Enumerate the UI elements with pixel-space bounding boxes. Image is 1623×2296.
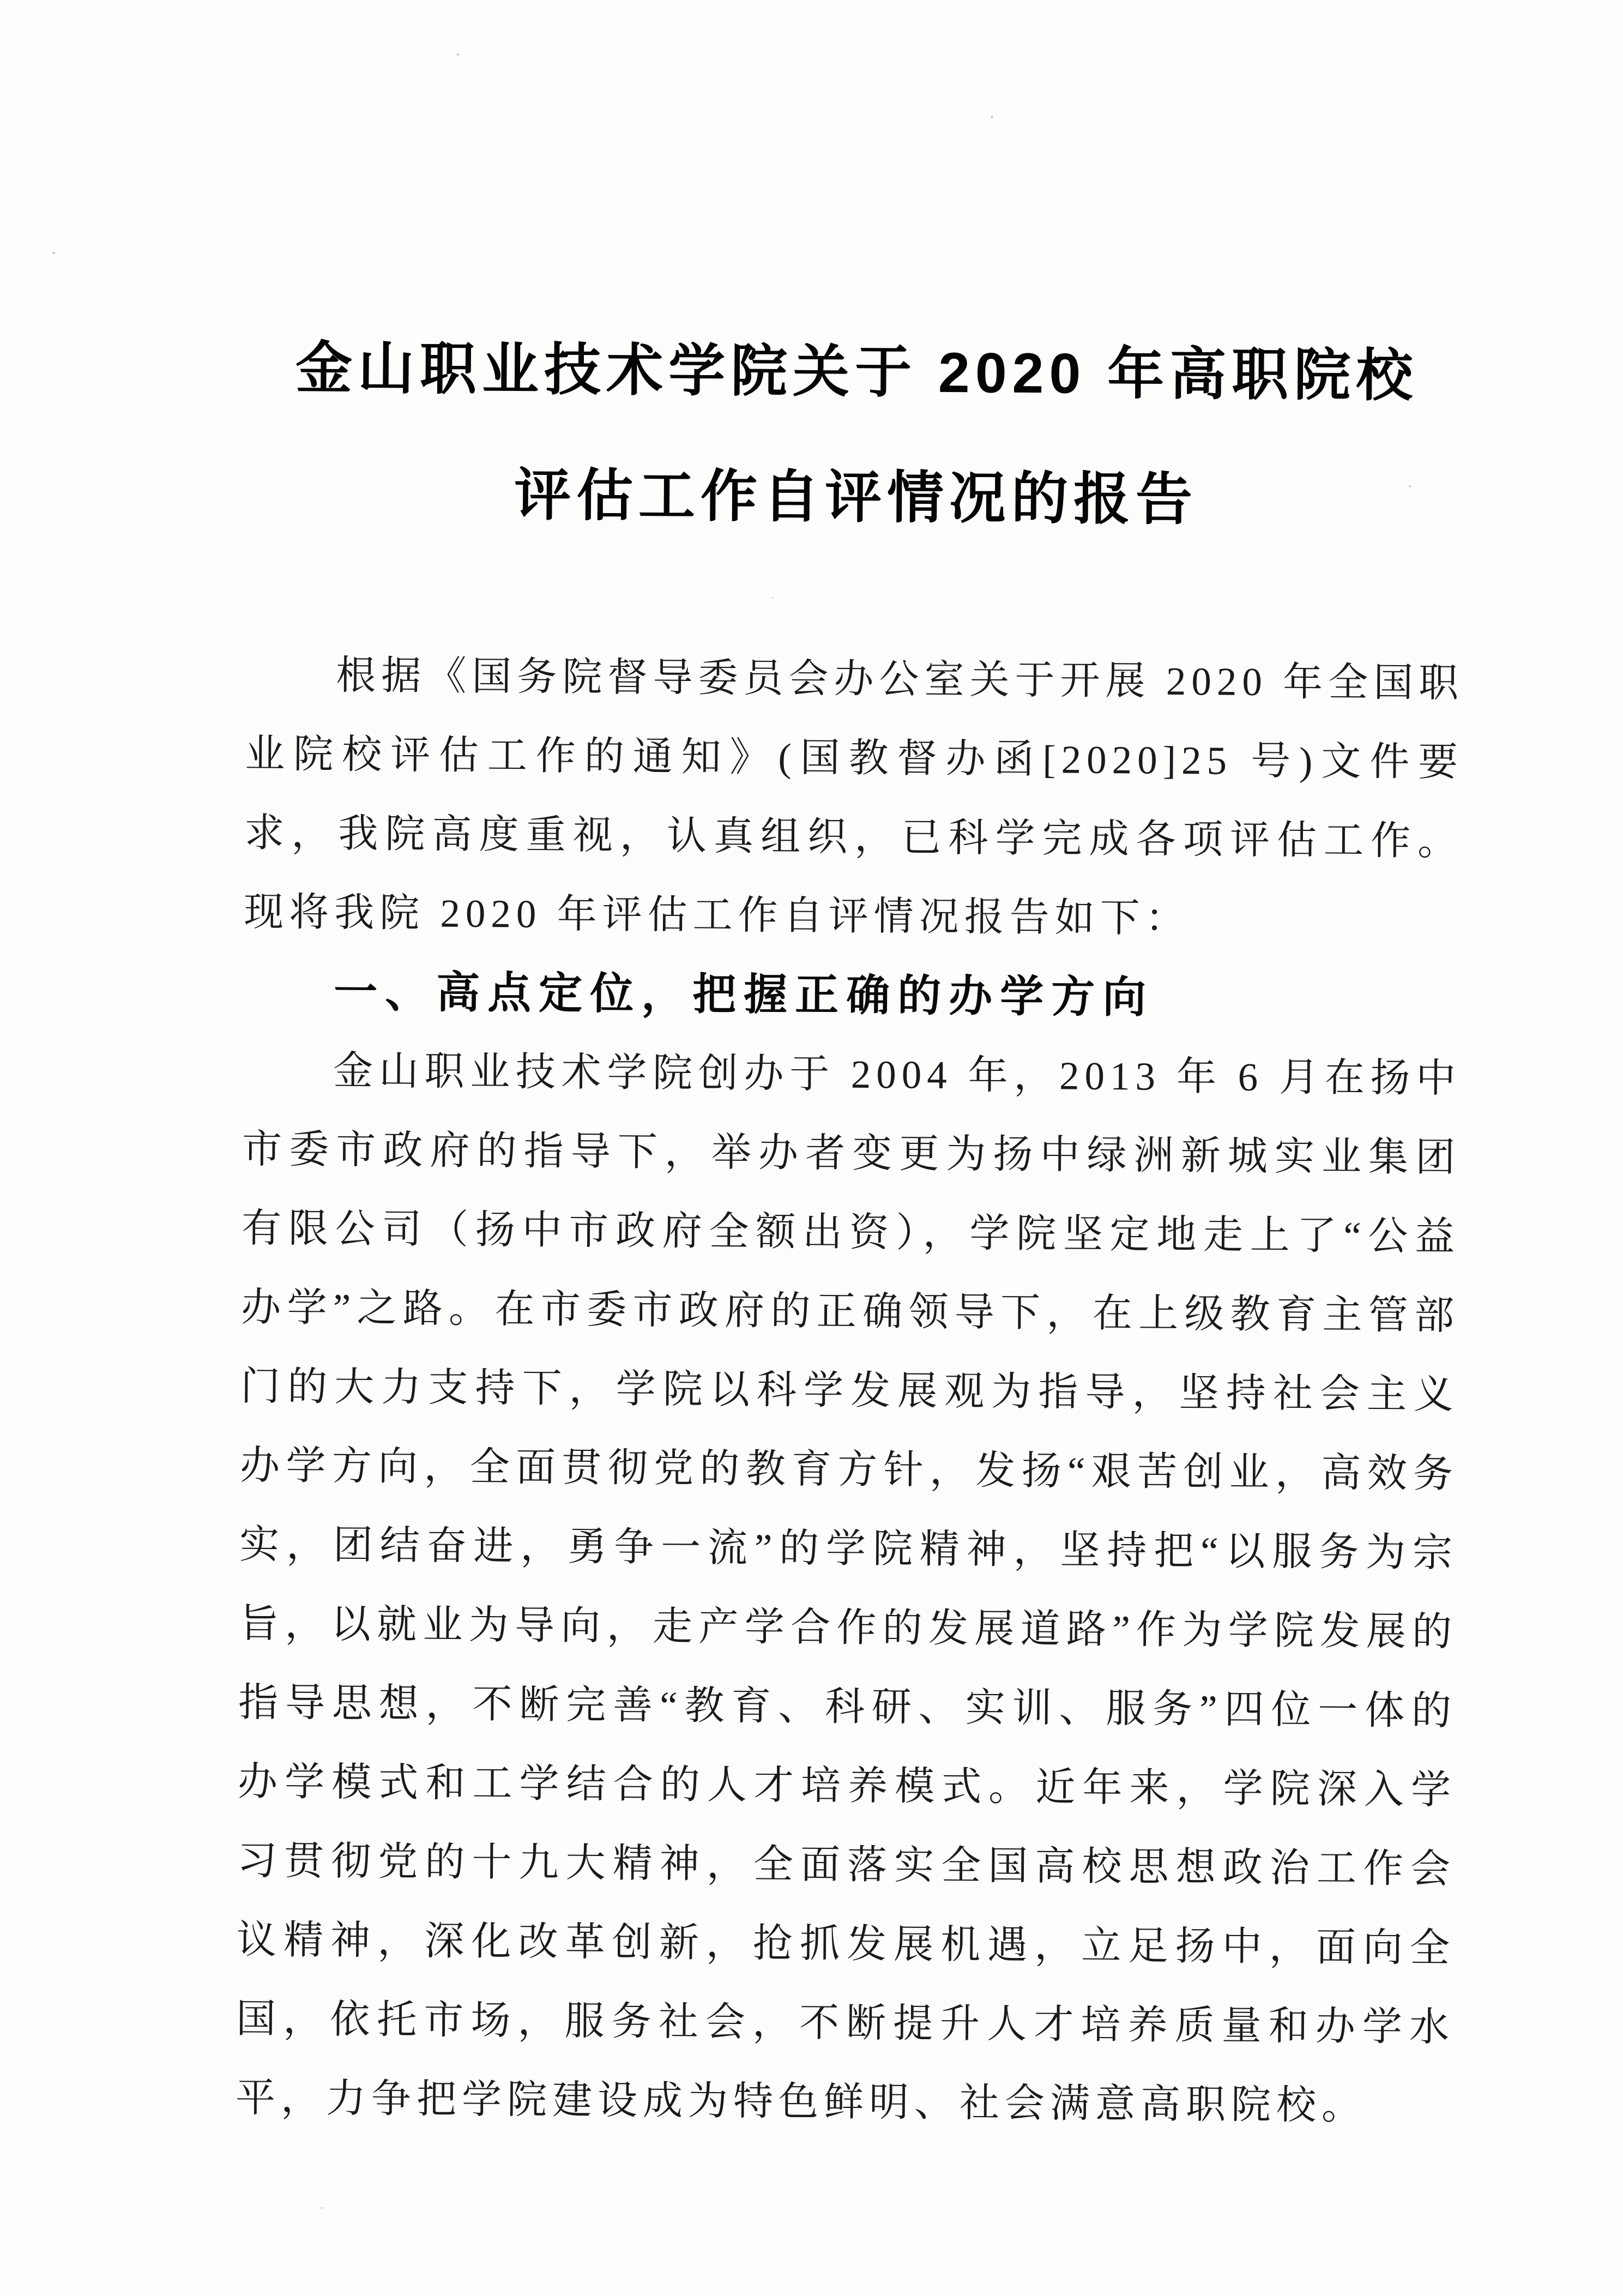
scan-speck <box>1236 1779 1239 1781</box>
title-line-1: 金山职业技术学院关于 2020 年高职院校 <box>295 336 1419 408</box>
paragraph-intro: 根据《国务院督导委员会办公室关于开展 2020 年全国职业院校评估工作的通知》(国教督办函[2020]25 号)文件要求，我院高度重视，认真组织，已科学完成各项评估工作。现将我院 2020 年评估工作自评情况报告如下： <box>243 653 1464 941</box>
scan-speck <box>457 53 459 56</box>
document-title <box>246 305 1467 565</box>
scan-speck <box>991 116 993 118</box>
scan-speck <box>771 597 774 599</box>
paragraph-section-1: 金山职业技术学院创办于 2004 年，2013 年 6 月在扬中市委市政府的指导下，举办者变更为扬中绿洲新城实业集团有限公司（扬中市政府全额出资），学院坚定地走上了“公益办学”之路。在市委市政府的正确领导下，在上级教育主管部门的大力支持下，学院以科学发展观为指导，坚持社会主义办学方向，全面贯彻党的教育方针，发扬“艰苦创业，高效务实，团结奋进，勇争一流”的学院精神，坚持把“以服务为宗旨，以就业为导向，走产学合作的发展道路”作为学院发展的指导思想，不断完善“教育、科研、实训、服务”四位一体的办学模式和工学结合的人才培养模式。近年来，学院深入学习贯彻党的十九大精神，全面落实全国高校思想政治工作会议精神，深化改革创新，抢抓发展机遇，立足扬中，面向全国，依托市场，服务社会，不断提升人才培养质量和办学水平，力争把学院建设成为特色鲜明、社会满意高职院校。 <box>235 1048 1462 2128</box>
title-line-2: 评估工作自评情况的报告 <box>514 463 1198 532</box>
scan-speck <box>52 252 55 254</box>
scan-speck <box>1409 485 1411 487</box>
page-content <box>236 305 1467 2146</box>
scan-speck <box>321 2207 323 2209</box>
document-body <box>236 635 1464 2146</box>
section-heading-1: 一、高点定位，把握正确的办学方向 <box>333 967 1154 1022</box>
